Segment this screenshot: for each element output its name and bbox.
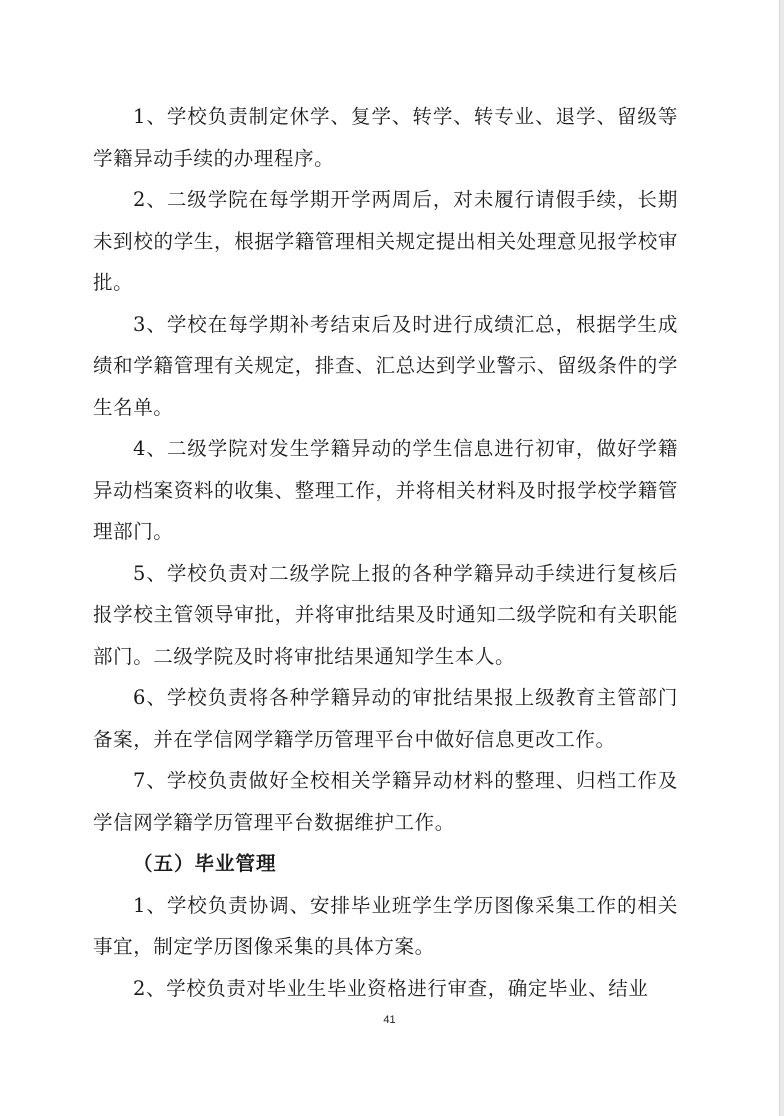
section-paragraph-2: 2、学校负责对毕业生毕业资格进行审查，确定毕业、结业 xyxy=(133,976,649,1000)
page-content xyxy=(93,96,678,1009)
viewer-scrollbar-track[interactable] xyxy=(780,0,784,1116)
section-paragraph-1: 1、学校负责协调、安排毕业班学生学历图像采集工作的相关事宜，制定学历图像采集的具体方案。 xyxy=(93,893,678,958)
page-number: 41 xyxy=(383,1014,396,1026)
paragraph-3: 3、学校在每学期补考结束后及时进行成绩汇总，根据学生成绩和学籍管理有关规定，排查、汇总达到学业警示、留级条件的学生名单。 xyxy=(93,312,678,419)
paragraph-4: 4、二级学院对发生学籍异动的学生信息进行初审，做好学籍异动档案资料的收集、整理工作，并将相关材料及时报学校学籍管理部门。 xyxy=(93,437,678,543)
paragraph-7: 7、学校负责做好全校相关学籍异动材料的整理、归档工作及学信网学籍学历管理平台数据维护工作。 xyxy=(93,769,678,834)
paragraph-2: 2、二级学院在每学期开学两周后，对未履行请假手续，长期未到校的学生，根据学籍管理相关规定提出相关处理意见报学校审批。 xyxy=(93,188,678,294)
section-heading: （五）毕业管理 xyxy=(133,852,277,875)
paragraph-1: 1、学校负责制定休学、复学、转学、转专业、退学、留级等学籍异动手续的办理程序。 xyxy=(93,105,678,170)
paragraph-6: 6、学校负责将各种学籍异动的审批结果报上级教育主管部门备案，并在学信网学籍学历管理平台中做好信息更改工作。 xyxy=(93,686,678,751)
paragraph-5: 5、学校负责对二级学院上报的各种学籍异动手续进行复核后报学校主管领导审批，并将审批结果及时通知二级学院和有关职能部门。二级学院及时将审批结果通知学生本人。 xyxy=(93,561,678,668)
